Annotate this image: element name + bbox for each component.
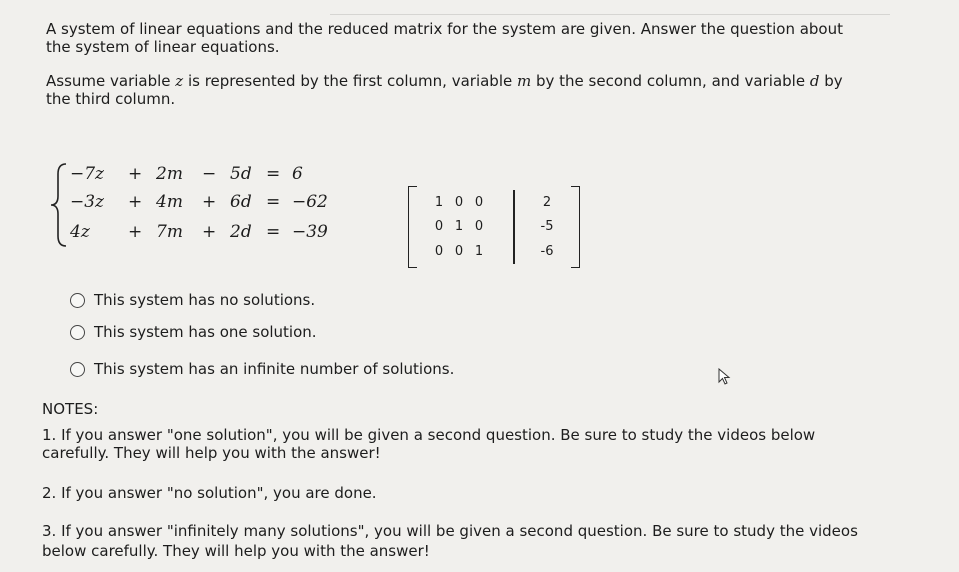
assumption-line2: the third column. <box>46 90 176 108</box>
variable-d: d <box>809 72 820 90</box>
top-divider <box>330 14 890 15</box>
matrix-cell: 1 <box>474 244 484 259</box>
reduced-matrix <box>408 186 580 270</box>
matrix-cell: -6 <box>540 244 554 259</box>
augment-separator <box>513 190 515 264</box>
radio-button[interactable] <box>70 325 85 340</box>
matrix-cell: 0 <box>454 244 464 259</box>
matrix-cell: -5 <box>540 219 554 234</box>
matrix-cell: 0 <box>474 195 484 210</box>
matrix-cell: 0 <box>434 219 444 234</box>
note-1-line1: 1. If you answer "one solution", you will be given a second question. Be sure to study the videos below <box>42 426 816 444</box>
left-brace-icon <box>46 162 70 248</box>
option-no-solutions[interactable] <box>70 289 315 311</box>
matrix-cell: 0 <box>434 244 444 259</box>
matrix-cell: 0 <box>454 195 464 210</box>
matrix-left-bracket <box>408 186 417 268</box>
notes-heading: NOTES: <box>42 400 99 418</box>
matrix-cell: 2 <box>542 195 552 210</box>
assumption-line1: Assume variable z is represented by the first column, variable m by the second column, and variable d by <box>46 72 843 90</box>
option-label: This system has an infinite number of solutions. <box>94 360 455 378</box>
matrix-cell: 1 <box>434 195 444 210</box>
radio-button[interactable] <box>70 293 85 308</box>
matrix-cell: 0 <box>474 219 484 234</box>
option-label: This system has no solutions. <box>94 291 316 309</box>
matrix-cell: 1 <box>454 219 464 234</box>
question-intro-line2: the system of linear equations. <box>46 38 280 56</box>
variable-z: z <box>175 72 184 90</box>
variable-m: m <box>517 72 532 90</box>
matrix-right-bracket <box>571 186 580 268</box>
note-2: 2. If you answer "no solution", you are done. <box>42 484 377 502</box>
option-label: This system has one solution. <box>94 323 317 341</box>
option-one-solution[interactable] <box>70 321 317 343</box>
note-1-line2: carefully. They will help you with the answer! <box>42 444 381 462</box>
equation-system: −7z + 2m − 5d = 6 −3z + 4m + 6d = −62 4z + 7m + 2d = −39 <box>46 162 346 248</box>
mouse-pointer-icon <box>718 368 732 386</box>
option-infinite-solutions[interactable] <box>70 358 454 380</box>
note-3-line2: below carefully. They will help you with the answer! <box>42 542 430 560</box>
note-3-line1: 3. If you answer "infinitely many solutions", you will be given a second question. Be sure to study the videos <box>42 522 858 540</box>
question-intro-line1: A system of linear equations and the reduced matrix for the system are given. Answer the question about <box>46 20 843 38</box>
radio-button[interactable] <box>70 362 85 377</box>
